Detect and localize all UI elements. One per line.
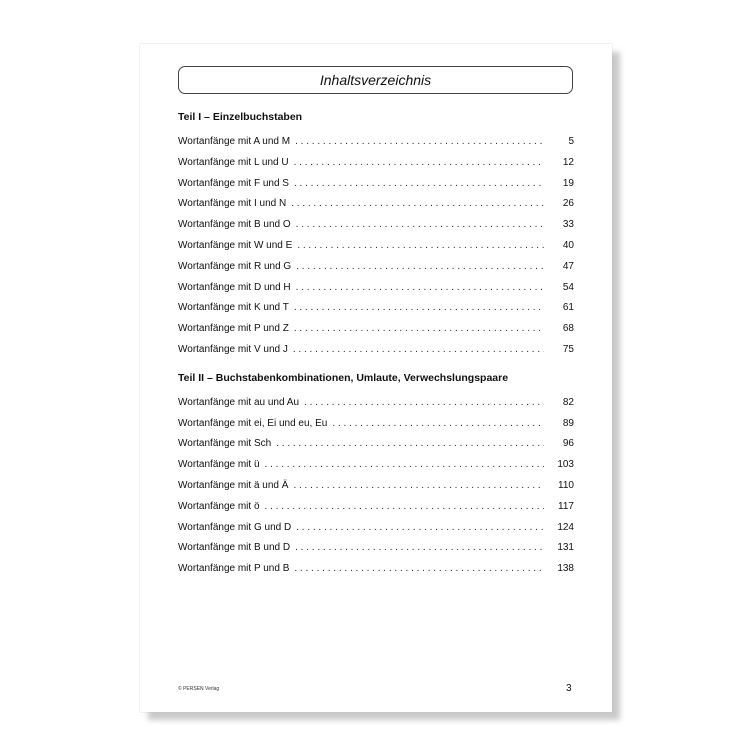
toc-entry-label: Wortanfänge mit ä und Ä: [178, 479, 289, 491]
toc-entry-label: Wortanfänge mit ei, Ei und eu, Eu: [178, 417, 328, 429]
toc-entry-page: 68: [562, 323, 574, 335]
toc-entry-label: Wortanfänge mit L und U: [178, 156, 289, 168]
toc-entry-label: Wortanfänge mit B und D: [178, 542, 291, 554]
toc-entry-label: Wortanfänge mit I und N: [178, 198, 287, 210]
toc-entry-page: 117: [558, 500, 574, 512]
toc-entry: [178, 455, 574, 476]
toc-entry: [178, 132, 574, 153]
toc-list-part-1: [178, 132, 574, 361]
toc-entry: [178, 236, 574, 257]
toc-entry: [178, 538, 574, 559]
section-heading-part-2: Teil II – Buchstabenkombinationen, Umlaute, Verwechslungspaare: [178, 371, 509, 384]
section-heading-part-1: Teil I – Einzelbuchstaben: [178, 111, 303, 123]
page-number: 3: [566, 683, 572, 694]
toc-entry-page: 75: [562, 343, 574, 355]
toc-entry-label: Wortanfänge mit V und J: [178, 343, 288, 355]
toc-entry-page: 103: [557, 459, 574, 471]
toc-entry-page: 5: [568, 136, 574, 147]
toc-entry-page: 12: [562, 156, 574, 168]
dot-leader: [332, 414, 544, 435]
toc-entry-page: 54: [562, 281, 574, 293]
dot-leader: [294, 559, 544, 580]
toc-entry: [178, 278, 574, 299]
dot-leader: [304, 393, 544, 414]
toc-entry: [178, 434, 574, 455]
toc-entry: [178, 153, 574, 174]
toc-entry: [178, 476, 574, 497]
document-page: [140, 44, 612, 712]
toc-entry-label: Wortanfänge mit A und M: [178, 136, 291, 147]
dot-leader: [265, 455, 544, 476]
toc-entry: [178, 393, 574, 414]
publisher-credit: © PERSEN Verlag: [178, 686, 220, 692]
toc-entry-page: 26: [562, 198, 574, 210]
toc-entry-label: Wortanfänge mit R und G: [178, 260, 292, 272]
dot-leader: [293, 476, 544, 497]
toc-entry-page: 124: [557, 521, 574, 533]
toc-list-part-2: [178, 393, 574, 580]
toc-entry: [178, 340, 574, 361]
dot-leader: [265, 497, 544, 518]
dot-leader: [294, 174, 544, 195]
toc-entry-label: Wortanfänge mit K und T: [178, 302, 289, 314]
toc-entry-label: Wortanfänge mit ü: [178, 459, 260, 471]
toc-entry-page: 19: [562, 177, 574, 189]
dot-leader: [295, 538, 544, 559]
toc-entry-page: 40: [562, 239, 574, 251]
toc-entry: [178, 497, 574, 518]
dot-leader: [297, 236, 544, 257]
dot-leader: [296, 215, 544, 236]
toc-entry: [178, 298, 574, 319]
toc-entry-label: Wortanfänge mit W und E: [178, 239, 293, 251]
toc-entry-label: Wortanfänge mit G und D: [178, 521, 292, 533]
toc-entry: [178, 257, 574, 278]
dot-leader: [296, 278, 544, 299]
toc-entry: [178, 518, 574, 539]
toc-entry: [178, 174, 574, 195]
toc-entry-page: 61: [562, 302, 574, 314]
toc-entry-label: Wortanfänge mit Sch: [178, 438, 272, 450]
toc-entry-label: Wortanfänge mit B und O: [178, 219, 291, 231]
toc-entry-label: Wortanfänge mit au und Au: [178, 396, 300, 408]
dot-leader: [291, 194, 544, 215]
toc-entry-page: 110: [558, 479, 574, 491]
dot-leader: [294, 298, 544, 319]
toc-entry-page: 47: [562, 260, 574, 272]
toc-entry: [178, 414, 574, 435]
toc-entry-label: Wortanfänge mit P und Z: [178, 323, 289, 335]
dot-leader: [294, 319, 544, 340]
page-title: Inhaltsverzeichnis: [178, 66, 573, 94]
toc-entry-label: Wortanfänge mit D und H: [178, 281, 291, 293]
toc-entry-label: Wortanfänge mit P und B: [178, 563, 290, 575]
toc-entry-label: Wortanfänge mit F und S: [178, 177, 289, 189]
toc-entry-label: Wortanfänge mit ö: [178, 500, 260, 512]
toc-entry: [178, 319, 574, 340]
toc-entry: [178, 559, 574, 580]
dot-leader: [293, 340, 544, 361]
toc-entry-page: 33: [562, 219, 574, 231]
toc-entry-page: 89: [562, 417, 574, 429]
toc-entry-page: 138: [557, 563, 574, 575]
toc-entry-page: 96: [562, 438, 574, 450]
dot-leader: [296, 518, 544, 539]
dot-leader: [296, 257, 544, 278]
toc-entry-page: 131: [557, 542, 574, 554]
toc-entry: [178, 194, 574, 215]
dot-leader: [295, 132, 544, 153]
toc-entry-page: 82: [562, 396, 574, 408]
dot-leader: [276, 434, 544, 455]
toc-entry: [178, 215, 574, 236]
table-of-contents: [178, 110, 574, 580]
dot-leader: [294, 153, 544, 174]
